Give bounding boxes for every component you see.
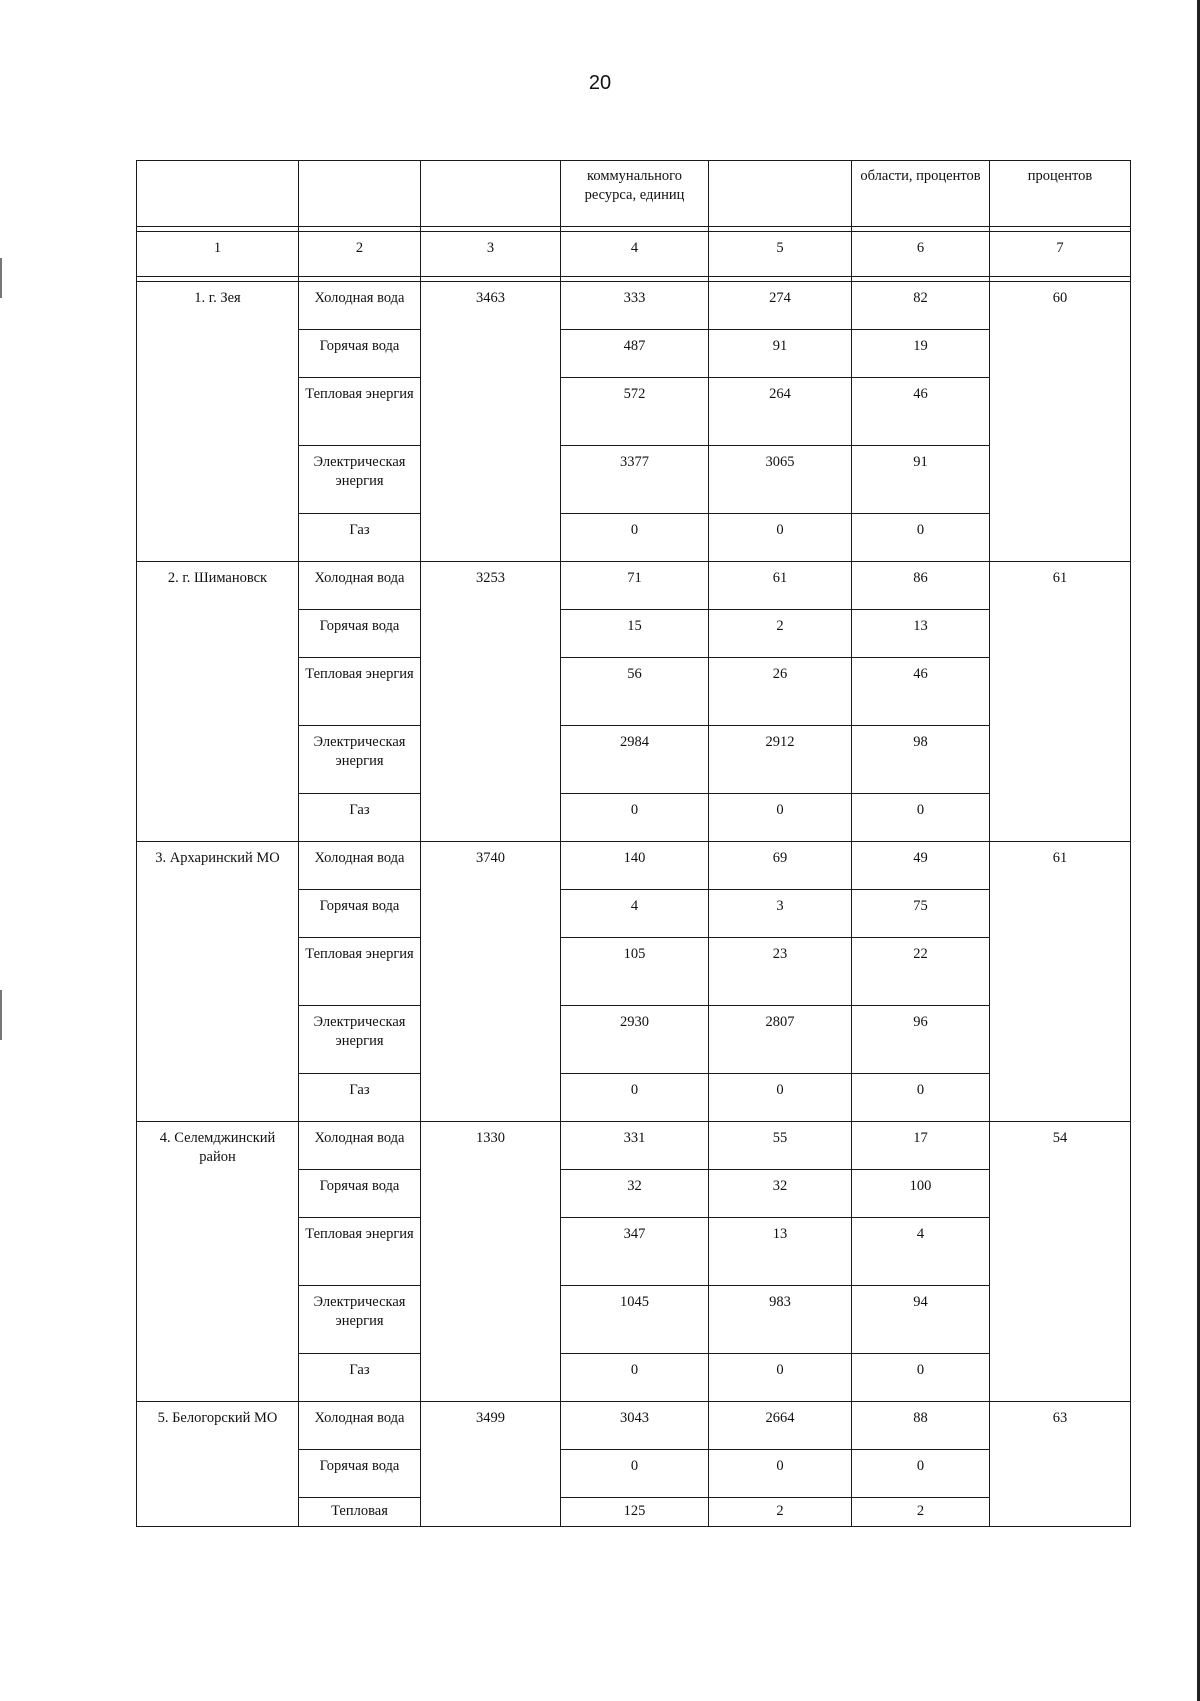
column-5-cell: 0 xyxy=(709,1354,852,1402)
resource-cell: Тепловая xyxy=(299,1498,421,1527)
column-6-cell: 49 xyxy=(852,842,990,890)
column-5-cell: 32 xyxy=(709,1170,852,1218)
column-5-cell: 3 xyxy=(709,890,852,938)
resource-cell: Горячая вода xyxy=(299,330,421,378)
resource-cell: Тепловая энергия xyxy=(299,938,421,1006)
header-cell-7: процентов xyxy=(990,161,1131,227)
resource-cell: Холодная вода xyxy=(299,1122,421,1170)
column-4-cell: 140 xyxy=(561,842,709,890)
resource-cell: Холодная вода xyxy=(299,282,421,330)
column-number-1: 1 xyxy=(137,232,299,277)
header-row xyxy=(137,161,1131,227)
header-cell-4: коммунального ресурса, единиц xyxy=(561,161,709,227)
column-4-cell: 0 xyxy=(561,1074,709,1122)
resource-cell: Газ xyxy=(299,1074,421,1122)
column-5-cell: 2807 xyxy=(709,1006,852,1074)
column-6-cell: 46 xyxy=(852,658,990,726)
column-7-cell: 54 xyxy=(990,1122,1131,1402)
column-5-cell: 3065 xyxy=(709,446,852,514)
column-3-cell: 1330 xyxy=(421,1122,561,1402)
column-4-cell: 0 xyxy=(561,514,709,562)
resource-cell: Электрическая энергия xyxy=(299,446,421,514)
municipality-cell: 4. Селемджинский район xyxy=(137,1122,299,1402)
column-6-cell: 91 xyxy=(852,446,990,514)
column-6-cell: 0 xyxy=(852,794,990,842)
column-4-cell: 125 xyxy=(561,1498,709,1527)
column-3-cell: 3253 xyxy=(421,562,561,842)
column-4-cell: 71 xyxy=(561,562,709,610)
resource-cell: Электрическая энергия xyxy=(299,1286,421,1354)
municipality-cell: 5. Белогорский МО xyxy=(137,1402,299,1527)
column-5-cell: 26 xyxy=(709,658,852,726)
resource-cell: Электрическая энергия xyxy=(299,1006,421,1074)
column-4-cell: 2984 xyxy=(561,726,709,794)
resource-cell: Газ xyxy=(299,514,421,562)
scan-edge-mark-top xyxy=(0,258,2,298)
column-5-cell: 2912 xyxy=(709,726,852,794)
column-4-cell: 333 xyxy=(561,282,709,330)
resource-cell: Холодная вода xyxy=(299,842,421,890)
column-5-cell: 91 xyxy=(709,330,852,378)
column-5-cell: 0 xyxy=(709,1450,852,1498)
column-6-cell: 17 xyxy=(852,1122,990,1170)
municipality-cell: 1. г. Зея xyxy=(137,282,299,562)
column-4-cell: 3043 xyxy=(561,1402,709,1450)
column-4-cell: 0 xyxy=(561,1354,709,1402)
column-6-cell: 19 xyxy=(852,330,990,378)
column-7-cell: 61 xyxy=(990,562,1131,842)
resource-cell: Холодная вода xyxy=(299,562,421,610)
column-6-cell: 0 xyxy=(852,1450,990,1498)
column-6-cell: 4 xyxy=(852,1218,990,1286)
column-4-cell: 3377 xyxy=(561,446,709,514)
column-4-cell: 56 xyxy=(561,658,709,726)
column-6-cell: 98 xyxy=(852,726,990,794)
column-4-cell: 4 xyxy=(561,890,709,938)
column-number-3: 3 xyxy=(421,232,561,277)
column-5-cell: 55 xyxy=(709,1122,852,1170)
municipality-cell: 3. Архаринский МО xyxy=(137,842,299,1122)
column-4-cell: 105 xyxy=(561,938,709,1006)
resource-cell: Холодная вода xyxy=(299,1402,421,1450)
municipality-cell: 2. г. Шимановск xyxy=(137,562,299,842)
column-5-cell: 0 xyxy=(709,514,852,562)
table-row xyxy=(137,842,1131,890)
header-cell-1 xyxy=(137,161,299,227)
column-5-cell: 2 xyxy=(709,1498,852,1527)
resource-cell: Электрическая энергия xyxy=(299,726,421,794)
column-6-cell: 75 xyxy=(852,890,990,938)
resource-cell: Горячая вода xyxy=(299,1170,421,1218)
column-6-cell: 13 xyxy=(852,610,990,658)
column-5-cell: 69 xyxy=(709,842,852,890)
column-6-cell: 100 xyxy=(852,1170,990,1218)
column-5-cell: 2664 xyxy=(709,1402,852,1450)
resource-cell: Тепловая энергия xyxy=(299,1218,421,1286)
column-7-cell: 61 xyxy=(990,842,1131,1122)
column-7-cell: 60 xyxy=(990,282,1131,562)
column-3-cell: 3740 xyxy=(421,842,561,1122)
table-row xyxy=(137,562,1131,610)
column-5-cell: 2 xyxy=(709,610,852,658)
column-6-cell: 0 xyxy=(852,1354,990,1402)
column-6-cell: 96 xyxy=(852,1006,990,1074)
column-number-7: 7 xyxy=(990,232,1131,277)
header-cell-5 xyxy=(709,161,852,227)
column-5-cell: 274 xyxy=(709,282,852,330)
column-4-cell: 487 xyxy=(561,330,709,378)
header-cell-2 xyxy=(299,161,421,227)
column-6-cell: 82 xyxy=(852,282,990,330)
column-number-4: 4 xyxy=(561,232,709,277)
column-5-cell: 0 xyxy=(709,794,852,842)
header-cell-6: области, процентов xyxy=(852,161,990,227)
column-number-5: 5 xyxy=(709,232,852,277)
column-5-cell: 0 xyxy=(709,1074,852,1122)
column-6-cell: 22 xyxy=(852,938,990,1006)
column-5-cell: 13 xyxy=(709,1218,852,1286)
column-number-row xyxy=(137,232,1131,277)
resource-cell: Горячая вода xyxy=(299,1450,421,1498)
table-row xyxy=(137,1122,1131,1170)
header-cell-3 xyxy=(421,161,561,227)
column-3-cell: 3463 xyxy=(421,282,561,562)
column-4-cell: 331 xyxy=(561,1122,709,1170)
resource-cell: Тепловая энергия xyxy=(299,658,421,726)
table-body xyxy=(137,161,1131,1527)
table-row xyxy=(137,1402,1131,1450)
column-5-cell: 61 xyxy=(709,562,852,610)
column-number-2: 2 xyxy=(299,232,421,277)
column-6-cell: 0 xyxy=(852,1074,990,1122)
column-4-cell: 2930 xyxy=(561,1006,709,1074)
column-7-cell: 63 xyxy=(990,1402,1131,1527)
resource-cell: Газ xyxy=(299,1354,421,1402)
column-6-cell: 94 xyxy=(852,1286,990,1354)
column-4-cell: 1045 xyxy=(561,1286,709,1354)
column-6-cell: 2 xyxy=(852,1498,990,1527)
column-6-cell: 86 xyxy=(852,562,990,610)
column-number-6: 6 xyxy=(852,232,990,277)
column-3-cell: 3499 xyxy=(421,1402,561,1527)
resource-cell: Газ xyxy=(299,794,421,842)
column-4-cell: 572 xyxy=(561,378,709,446)
column-4-cell: 15 xyxy=(561,610,709,658)
page-number: 20 xyxy=(588,72,612,94)
resource-cell: Тепловая энергия xyxy=(299,378,421,446)
resource-cell: Горячая вода xyxy=(299,890,421,938)
column-5-cell: 983 xyxy=(709,1286,852,1354)
column-4-cell: 0 xyxy=(561,1450,709,1498)
column-6-cell: 0 xyxy=(852,514,990,562)
resource-cell: Горячая вода xyxy=(299,610,421,658)
column-6-cell: 88 xyxy=(852,1402,990,1450)
column-4-cell: 347 xyxy=(561,1218,709,1286)
data-table xyxy=(136,160,1131,1527)
column-4-cell: 32 xyxy=(561,1170,709,1218)
column-5-cell: 264 xyxy=(709,378,852,446)
column-4-cell: 0 xyxy=(561,794,709,842)
table-row xyxy=(137,282,1131,330)
scan-edge-mark-bottom xyxy=(0,990,2,1040)
column-6-cell: 46 xyxy=(852,378,990,446)
column-5-cell: 23 xyxy=(709,938,852,1006)
